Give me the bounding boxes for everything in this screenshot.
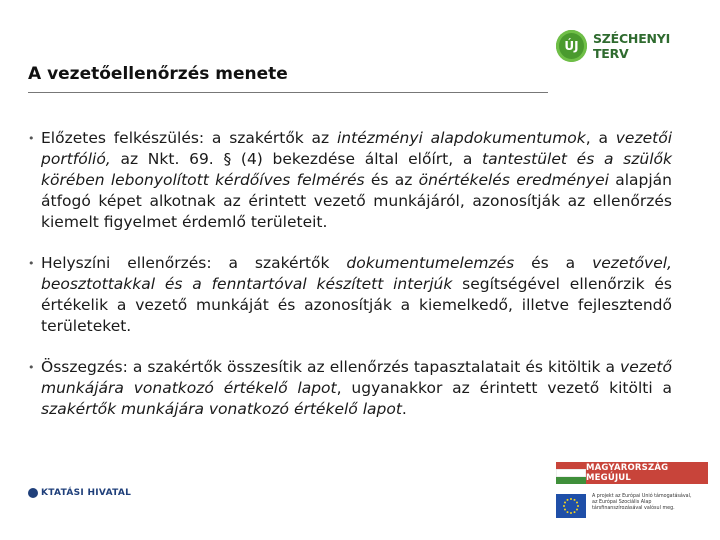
bullet-dot-icon: • [28,257,35,270]
eu-text-line: az Európai Szociális Alap [592,500,652,505]
bullet-dot-icon: • [28,132,35,145]
page-title: A vezetőellenőrzés menete [28,64,288,84]
text-segment: , ugyanakkor az érintett vezető kitölti a [336,379,672,397]
title-divider [28,92,548,93]
text-segment: Összegzés: a szakértők összesítik az ellenőrzés tapasztalatait és kitöltik a [41,358,621,376]
eu-funding-notice [556,494,716,524]
emphasized-text: önértékelés eredményei [418,171,609,189]
bullet-text [41,129,672,231]
magyarorszag-megujul-banner [556,462,708,484]
uj-logo-icon: ÚJ [556,30,587,62]
emphasized-text: vezetővel, beosztottakkal és a fenntartóval készített interjúk [41,254,672,293]
emphasized-text: dokumentumelemzés [346,254,515,272]
banner-label: MAGYARORSZÁG MEGÚJUL [586,462,708,484]
bullet-item-onsite [28,253,672,337]
eu-text-line: társfinanszírozásával valósul meg. [592,506,675,511]
text-segment: az Nkt. 69. § (4) bekezdése által előírt, a [110,150,483,168]
bullet-item-preparation [28,128,672,233]
emphasized-text: intézményi alapdokumentumok [336,129,586,147]
eu-flag-icon [556,494,586,518]
text-segment: és az [364,171,419,189]
oktatasi-hivatal-logo [28,488,131,498]
text-segment: . [401,400,407,418]
emphasized-text: vezetői portfólió, [41,129,672,168]
bullet-item-summary [28,357,672,420]
bullet-text [41,254,672,335]
oktatasi-logo-icon [28,488,38,498]
text-segment: segítségével ellenőrzik és értékelik a vezető munkáját és azonosítják a kiemelkedő, illetve fejlesztendő területeket. [41,275,672,335]
oktatasi-logo-text: KTATÁSI HIVATAL [41,488,132,498]
szechenyi-terv-logo [556,26,706,66]
bullet-list [28,128,672,440]
eu-text-line: A projekt az Európai Unió támogatásával, [592,494,692,499]
text-segment: Helyszíni ellenőrzés: a szakértők [41,254,347,272]
szechenyi-logo-text: SZÉCHENYI TERV [592,31,671,61]
bullet-text [41,358,672,418]
bullet-dot-icon: • [28,361,35,374]
text-segment: Előzetes felkészülés: a szakértők az [41,129,337,147]
emphasized-text: szakértők munkájára vonatkozó értékelő lapot [41,400,402,418]
text-segment: alapján átfogó képet alkotnak az érintett vezető munkájáról, azonosítják az ellenőrzés kiemelt figyelmet érdemlő területeit. [41,171,672,231]
text-segment: , a [585,129,616,147]
text-segment: és a [514,254,593,272]
hungarian-flag-icon [556,462,586,484]
emphasized-text: vezető munkájára vonatkozó értékelő lapot [41,358,672,397]
eu-funding-text [592,494,691,524]
emphasized-text: tantestület és a szülők körében lebonyolított kérdőíves felmérés [41,150,672,189]
